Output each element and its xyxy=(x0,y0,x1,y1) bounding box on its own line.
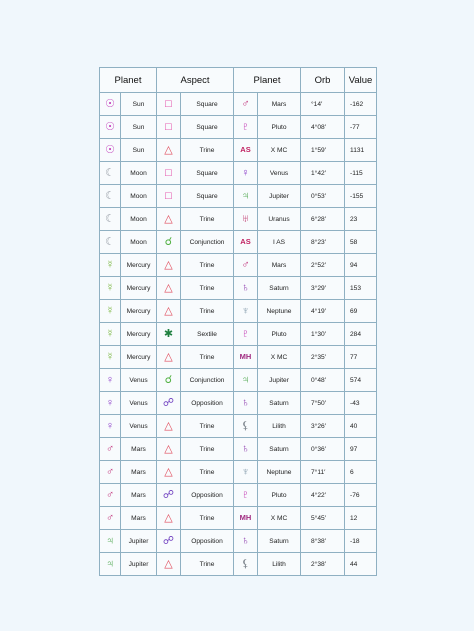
aspect-value: 23 xyxy=(345,208,377,231)
aspect-glyph-icon: □ xyxy=(157,93,181,116)
aspect-value: -115 xyxy=(345,162,377,185)
aspect-value: 284 xyxy=(345,323,377,346)
aspect-glyph-icon: □ xyxy=(157,162,181,185)
orb-value: °14′ xyxy=(301,93,345,116)
planet-glyph-icon: ♂ xyxy=(100,507,121,530)
planet-glyph-icon: ♂ xyxy=(100,438,121,461)
planet-glyph-icon: ♀ xyxy=(100,415,121,438)
planet-name: Pluto xyxy=(258,116,301,139)
planet-glyph-icon: AS xyxy=(234,139,258,162)
planet-name: Mars xyxy=(121,438,157,461)
planet-name: Venus xyxy=(258,162,301,185)
orb-value: 8°23′ xyxy=(301,231,345,254)
table-row xyxy=(100,116,377,139)
planet-glyph-icon: ♂ xyxy=(100,461,121,484)
header-planet-2: Planet xyxy=(234,68,301,93)
table-row xyxy=(100,392,377,415)
planet-glyph-icon: ☾ xyxy=(100,162,121,185)
aspect-value: 40 xyxy=(345,415,377,438)
aspect-name: Conjunction xyxy=(181,369,234,392)
planet-name: Sun xyxy=(121,139,157,162)
planet-glyph-icon: ♃ xyxy=(100,553,121,576)
aspect-glyph-icon: △ xyxy=(157,507,181,530)
orb-value: 5°45′ xyxy=(301,507,345,530)
planet-glyph-icon: ⚸ xyxy=(234,553,258,576)
planet-glyph-icon: MH xyxy=(234,346,258,369)
aspect-value: 77 xyxy=(345,346,377,369)
planet-name: Mercury xyxy=(121,323,157,346)
planet-name: Saturn xyxy=(258,530,301,553)
aspect-glyph-icon: □ xyxy=(157,185,181,208)
planet-name: Pluto xyxy=(258,323,301,346)
planet-name: Neptune xyxy=(258,461,301,484)
aspect-glyph-icon: △ xyxy=(157,139,181,162)
orb-value: 7°11′ xyxy=(301,461,345,484)
aspect-name: Trine xyxy=(181,438,234,461)
planet-name: Venus xyxy=(121,369,157,392)
aspect-value: -43 xyxy=(345,392,377,415)
aspect-glyph-icon: ☌ xyxy=(157,369,181,392)
planet-glyph-icon: ♄ xyxy=(234,392,258,415)
planet-name: X MC xyxy=(258,139,301,162)
aspect-name: Square xyxy=(181,185,234,208)
planet-glyph-icon: ♂ xyxy=(234,93,258,116)
planet-glyph-icon: ☿ xyxy=(100,254,121,277)
aspect-value: 574 xyxy=(345,369,377,392)
planet-name: Saturn xyxy=(258,438,301,461)
orb-value: 2°38′ xyxy=(301,553,345,576)
orb-value: 0°53′ xyxy=(301,185,345,208)
planet-name: Lilith xyxy=(258,553,301,576)
planet-name: Moon xyxy=(121,185,157,208)
planet-name: Moon xyxy=(121,162,157,185)
planet-glyph-icon: ⚸ xyxy=(234,415,258,438)
aspect-name: Square xyxy=(181,116,234,139)
planet-glyph-icon: ♇ xyxy=(234,484,258,507)
orb-value: 4°08′ xyxy=(301,116,345,139)
header-orb: Orb xyxy=(301,68,345,93)
table-row xyxy=(100,369,377,392)
planet-glyph-icon: AS xyxy=(234,231,258,254)
planet-name: Saturn xyxy=(258,392,301,415)
aspect-glyph-icon: ☌ xyxy=(157,231,181,254)
header-planet-1: Planet xyxy=(100,68,157,93)
orb-value: 2°35′ xyxy=(301,346,345,369)
aspect-glyph-icon: ☍ xyxy=(157,392,181,415)
planet-glyph-icon: ♄ xyxy=(234,277,258,300)
aspect-value: 12 xyxy=(345,507,377,530)
aspect-value: 58 xyxy=(345,231,377,254)
aspect-name: Trine xyxy=(181,254,234,277)
aspect-glyph-icon: □ xyxy=(157,116,181,139)
planet-name: Uranus xyxy=(258,208,301,231)
orb-value: 6°28′ xyxy=(301,208,345,231)
orb-value: 0°48′ xyxy=(301,369,345,392)
orb-value: 0°36′ xyxy=(301,438,345,461)
table-row xyxy=(100,139,377,162)
planet-glyph-icon: ♇ xyxy=(234,116,258,139)
orb-value: 4°19′ xyxy=(301,300,345,323)
aspect-glyph-icon: △ xyxy=(157,346,181,369)
aspect-glyph-icon: △ xyxy=(157,208,181,231)
planet-glyph-icon: ♀ xyxy=(100,392,121,415)
planet-name: Mercury xyxy=(121,346,157,369)
aspect-value: 94 xyxy=(345,254,377,277)
aspect-glyph-icon: △ xyxy=(157,254,181,277)
aspect-name: Sextile xyxy=(181,323,234,346)
orb-value: 4°22′ xyxy=(301,484,345,507)
aspect-name: Conjunction xyxy=(181,231,234,254)
table-row xyxy=(100,438,377,461)
planet-glyph-icon: ♀ xyxy=(234,162,258,185)
planet-glyph-icon: ♀ xyxy=(100,369,121,392)
aspect-value: 69 xyxy=(345,300,377,323)
planet-glyph-icon: ♄ xyxy=(234,530,258,553)
header-value: Value xyxy=(345,68,377,93)
planet-name: X MC xyxy=(258,346,301,369)
aspect-name: Trine xyxy=(181,461,234,484)
planet-name: I AS xyxy=(258,231,301,254)
planet-glyph-icon: ♆ xyxy=(234,300,258,323)
table-row xyxy=(100,553,377,576)
planet-glyph-icon: ♃ xyxy=(100,530,121,553)
planet-name: Mars xyxy=(121,484,157,507)
aspect-glyph-icon: △ xyxy=(157,553,181,576)
aspect-glyph-icon: △ xyxy=(157,461,181,484)
planet-name: Venus xyxy=(121,415,157,438)
aspect-value: 6 xyxy=(345,461,377,484)
planet-glyph-icon: ☾ xyxy=(100,185,121,208)
planet-name: Lilith xyxy=(258,415,301,438)
aspect-glyph-icon: △ xyxy=(157,438,181,461)
aspect-name: Opposition xyxy=(181,530,234,553)
aspect-value: -76 xyxy=(345,484,377,507)
table-row xyxy=(100,484,377,507)
planet-name: Jupiter xyxy=(121,530,157,553)
orb-value: 7°50′ xyxy=(301,392,345,415)
aspect-table xyxy=(99,67,377,576)
aspect-value: -77 xyxy=(345,116,377,139)
aspect-name: Trine xyxy=(181,553,234,576)
planet-name: Mercury xyxy=(121,254,157,277)
orb-value: 3°29′ xyxy=(301,277,345,300)
planet-name: Mars xyxy=(258,254,301,277)
planet-name: Pluto xyxy=(258,484,301,507)
planet-glyph-icon: ♅ xyxy=(234,208,258,231)
aspect-name: Opposition xyxy=(181,484,234,507)
table-row xyxy=(100,415,377,438)
table-row xyxy=(100,185,377,208)
table-row xyxy=(100,93,377,116)
orb-value: 1°30′ xyxy=(301,323,345,346)
aspect-name: Trine xyxy=(181,346,234,369)
table-row xyxy=(100,231,377,254)
aspect-value: 1131 xyxy=(345,139,377,162)
planet-glyph-icon: ☉ xyxy=(100,116,121,139)
aspect-value: 97 xyxy=(345,438,377,461)
planet-glyph-icon: ☿ xyxy=(100,300,121,323)
planet-name: Mars xyxy=(121,507,157,530)
aspect-name: Square xyxy=(181,93,234,116)
planet-name: Mercury xyxy=(121,277,157,300)
planet-name: Sun xyxy=(121,93,157,116)
aspect-name: Trine xyxy=(181,300,234,323)
planet-name: Neptune xyxy=(258,300,301,323)
planet-name: Moon xyxy=(121,208,157,231)
table-row xyxy=(100,162,377,185)
header-aspect: Aspect xyxy=(157,68,234,93)
table-row xyxy=(100,461,377,484)
planet-name: Jupiter xyxy=(258,369,301,392)
planet-glyph-icon: ☉ xyxy=(100,139,121,162)
planet-glyph-icon: ♂ xyxy=(234,254,258,277)
table-row xyxy=(100,277,377,300)
planet-glyph-icon: ☿ xyxy=(100,277,121,300)
aspect-name: Trine xyxy=(181,415,234,438)
planet-glyph-icon: ♃ xyxy=(234,185,258,208)
orb-value: 1°42′ xyxy=(301,162,345,185)
aspect-glyph-icon: △ xyxy=(157,415,181,438)
aspect-value: -162 xyxy=(345,93,377,116)
planet-glyph-icon: MH xyxy=(234,507,258,530)
aspect-glyph-icon: ☍ xyxy=(157,530,181,553)
planet-name: Jupiter xyxy=(258,185,301,208)
planet-name: X MC xyxy=(258,507,301,530)
table-row xyxy=(100,300,377,323)
aspect-value: 153 xyxy=(345,277,377,300)
table-row xyxy=(100,323,377,346)
aspect-glyph-icon: △ xyxy=(157,277,181,300)
aspect-glyph-icon: ☍ xyxy=(157,484,181,507)
orb-value: 8°38′ xyxy=(301,530,345,553)
planet-name: Venus xyxy=(121,392,157,415)
planet-glyph-icon: ☾ xyxy=(100,231,121,254)
orb-value: 1°59′ xyxy=(301,139,345,162)
table-row xyxy=(100,208,377,231)
table-row xyxy=(100,530,377,553)
aspect-name: Trine xyxy=(181,507,234,530)
table-row xyxy=(100,254,377,277)
aspect-name: Trine xyxy=(181,139,234,162)
planet-glyph-icon: ☿ xyxy=(100,323,121,346)
table-row xyxy=(100,507,377,530)
planet-name: Moon xyxy=(121,231,157,254)
planet-glyph-icon: ☾ xyxy=(100,208,121,231)
aspect-name: Trine xyxy=(181,208,234,231)
header-row xyxy=(100,68,377,93)
planet-name: Saturn xyxy=(258,277,301,300)
aspect-value: -155 xyxy=(345,185,377,208)
table-row xyxy=(100,346,377,369)
aspect-name: Opposition xyxy=(181,392,234,415)
planet-name: Mars xyxy=(258,93,301,116)
aspect-name: Square xyxy=(181,162,234,185)
planet-name: Sun xyxy=(121,116,157,139)
planet-glyph-icon: ☉ xyxy=(100,93,121,116)
aspect-glyph-icon: △ xyxy=(157,300,181,323)
planet-name: Jupiter xyxy=(121,553,157,576)
orb-value: 3°26′ xyxy=(301,415,345,438)
orb-value: 2°52′ xyxy=(301,254,345,277)
planet-glyph-icon: ♄ xyxy=(234,438,258,461)
aspect-value: 44 xyxy=(345,553,377,576)
aspect-name: Trine xyxy=(181,277,234,300)
planet-glyph-icon: ♆ xyxy=(234,461,258,484)
planet-glyph-icon: ♃ xyxy=(234,369,258,392)
aspect-value: -18 xyxy=(345,530,377,553)
planet-glyph-icon: ☿ xyxy=(100,346,121,369)
planet-name: Mars xyxy=(121,461,157,484)
planet-glyph-icon: ♂ xyxy=(100,484,121,507)
planet-name: Mercury xyxy=(121,300,157,323)
aspect-glyph-icon: ✱ xyxy=(157,323,181,346)
planet-glyph-icon: ♇ xyxy=(234,323,258,346)
